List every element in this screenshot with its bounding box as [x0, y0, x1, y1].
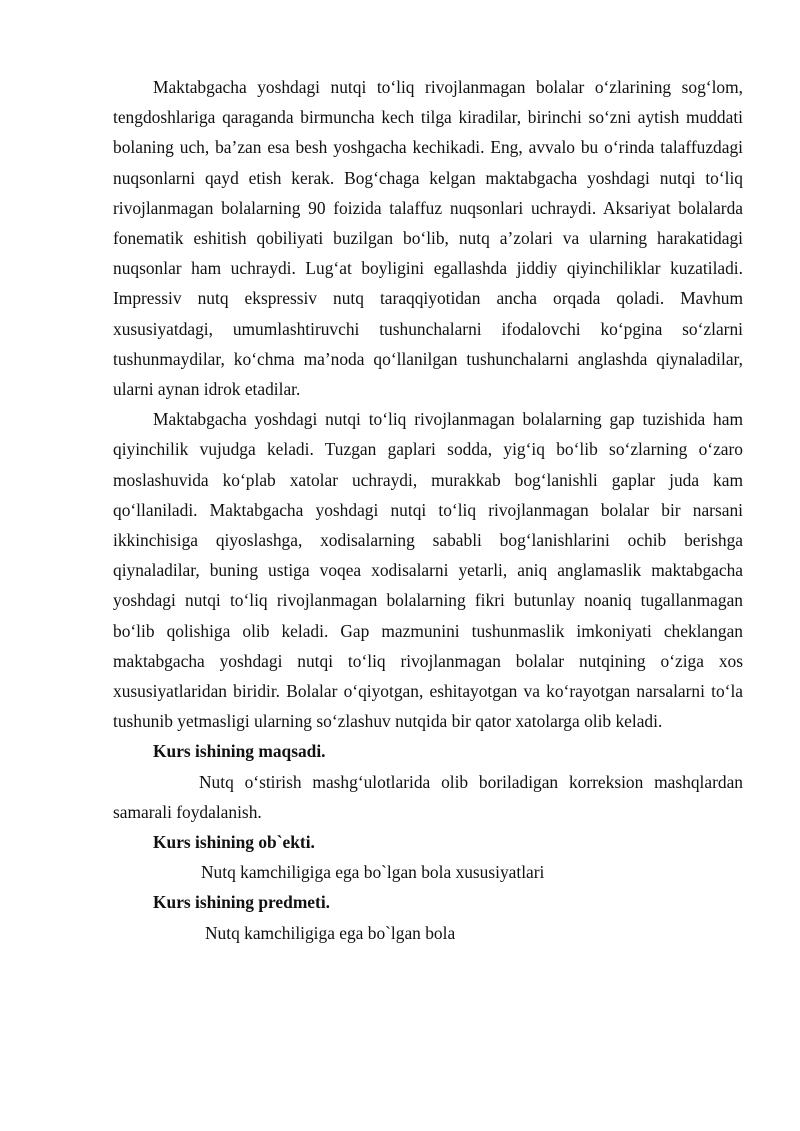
paragraph-speech-development: Maktabgacha yoshdagi nutqi to‘liq rivojlanmagan bolalar o‘zlarining sog‘lom, tengdoshlariga qaraganda birmuncha kech tilga kiradilar, birinchi so‘zni aytish muddati bolaning uch, ba’zan esa besh yoshgacha kechikadi. Eng, avvalo bu o‘rinda talaffuzdagi nuqsonlarni qayd etish kerak. Bog‘chaga kelgan maktabgacha yoshdagi nutqi to‘liq rivojlanmagan bolalarning 90 foizida talaffuz nuqsonlari uchraydi. Aksariyat bolalarda fonematik eshitish qobiliyati buzilgan bo‘lib, nutq a’zolari va ularning harakatidagi nuqsonlar ham uchraydi. Lug‘at boyligini egallashda jiddiy qiyinchiliklar kuzatiladi. Impressiv nutq ekspressiv nutq taraqqiyotidan ancha orqada qoladi. Mavhum xususiyatdagi, umumlashtiruvchi tushunchalarni ifodalovchi ko‘pgina so‘zlarni tushunmaydilar, ko‘chma ma’noda qo‘llanilgan tushunchalarni anglashda qiynaladilar, ularni aynan idrok etadilar.	[113, 77, 743, 400]
course-goal-text: Nutq o‘stirish mashg‘ulotlarida olib boriladigan korreksion mashqlardan samarali foydalanish.	[113, 771, 743, 822]
course-object-text: Nutq kamchiligiga ega bo`lgan bola xususiyatlari	[201, 862, 545, 883]
heading-course-goal: Kurs ishining maqsadi.	[153, 741, 326, 762]
heading-course-subject: Kurs ishining predmeti.	[153, 892, 330, 913]
document-page	[113, 72, 743, 948]
paragraph-sentence-construction: Maktabgacha yoshdagi nutqi to‘liq rivojlanmagan bolalarning gap tuzishida ham qiyinchilik vujudga keladi. Tuzgan gaplari sodda, yig‘iq bo‘lib so‘zlarning o‘zaro moslashuvida ko‘plab xatolar uchraydi, murakkab bog‘lanishli gaplar juda kam qo‘llaniladi. Maktabgacha yoshdagi nutqi to‘liq rivojlanmagan bolalar bir narsani ikkinchisiga qiyoslashga, xodisalarning sababli bog‘lanishlarini ochib berishga qiynaladilar, buning ustiga voqea xodisalarni yetarli, aniq anglamaslik maktabgacha yoshdagi nutqi to‘liq rivojlanmagan bolalarning fikri butunlay noaniq tugallanmagan bo‘lib qolishiga olib keladi. Gap mazmunini tushunmaslik imkoniyati cheklangan maktabgacha yoshdagi nutqi to‘liq rivojlanmagan bolalar nutqining o‘ziga xos xususiyatlaridan biridir. Bolalar o‘qiyotgan, eshitayotgan va ko‘rayotgan narsalarni to‘la tushunib yetmasligi ularning so‘zlashuv nutqida bir qator xatolarga olib keladi.	[113, 409, 743, 732]
course-subject-text: Nutq kamchiligiga ega bo`lgan bola	[205, 922, 456, 943]
heading-course-object: Kurs ishining ob`ekti.	[153, 832, 315, 853]
